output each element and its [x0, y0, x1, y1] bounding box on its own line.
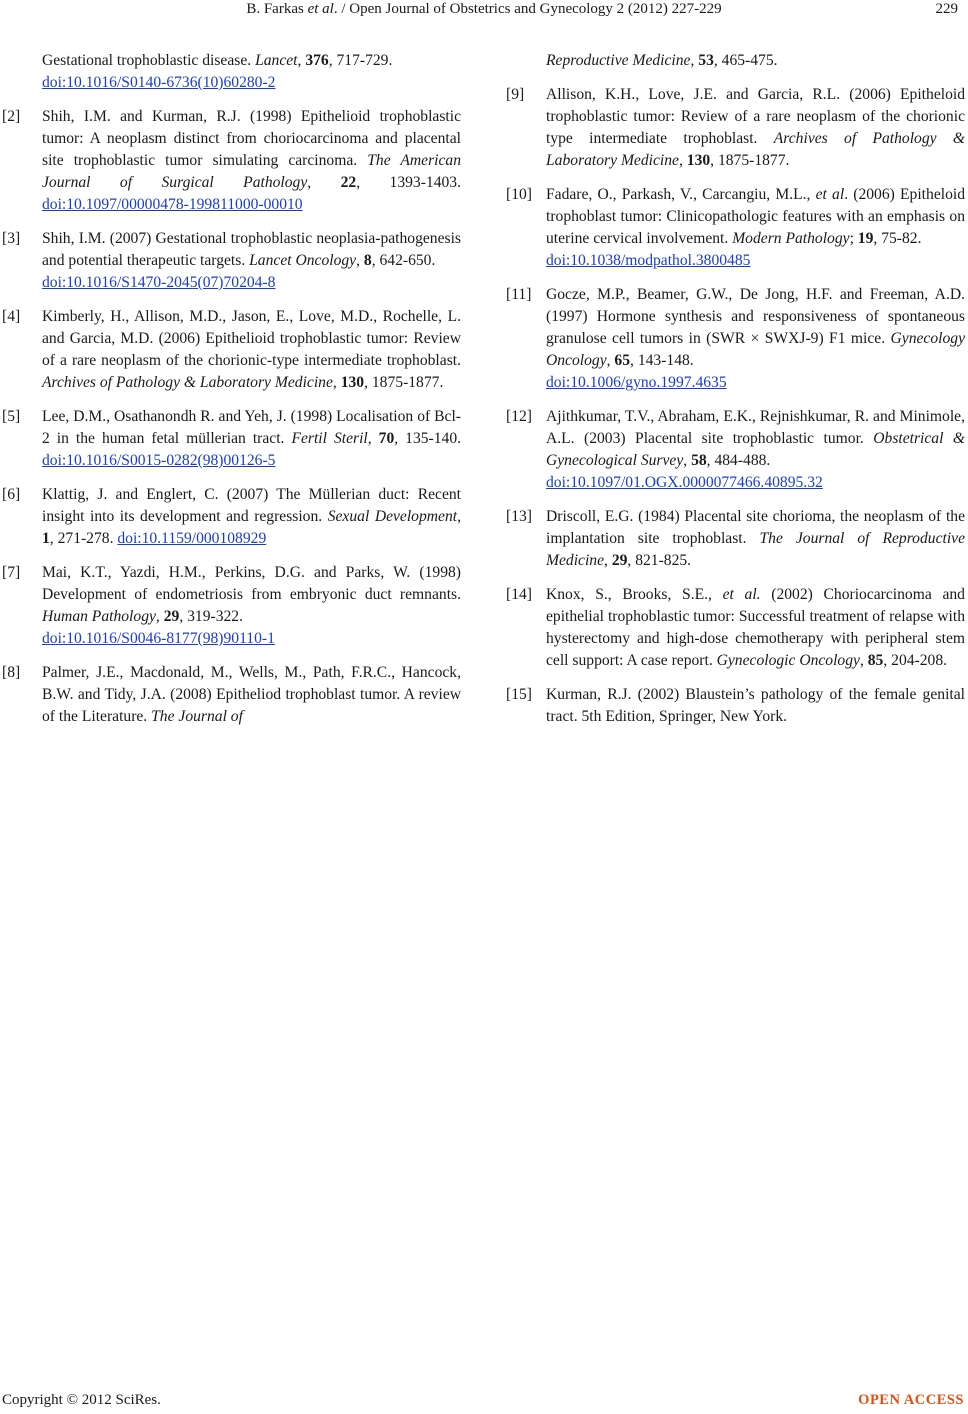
reference-journal: The American Journal of Surgical Pathology: [42, 152, 461, 191]
reference-fragment: ,: [297, 52, 306, 69]
reference-text: [42, 50, 461, 94]
reference-entry: [0, 306, 461, 394]
reference-fragment: , 484-488.: [706, 452, 771, 469]
reference-entry: [504, 584, 965, 672]
reference-fragment: Allison, K.H., Love, J.E. and Garcia, R.L. (2006) Epitheloid trophoblastic tumor: Review of a rare neoplasm of the chorionic type intermediate trophoblast.: [546, 86, 965, 147]
reference-volume: 130: [340, 374, 365, 391]
reference-number: [13]: [506, 508, 532, 525]
page-number: 229: [935, 1, 958, 17]
reference-fragment: Lee, D.M., Osathanondh R. and Yeh, J. (1998) Localisation of Bcl-2 in the human fetal müllerian tract.: [42, 408, 461, 447]
reference-volume: 1: [42, 530, 50, 547]
reference-journal: et al.: [722, 586, 761, 603]
reference-number: [6]: [2, 486, 21, 503]
reference-fragment: ;: [849, 230, 858, 247]
reference-journal: et al: [815, 186, 845, 203]
reference-volume: 130: [686, 152, 711, 169]
reference-text: [546, 584, 965, 672]
reference-text: [546, 406, 965, 494]
reference-fragment: ,: [367, 430, 379, 447]
reference-fragment: Knox, S., Brooks, S.E.,: [546, 586, 723, 603]
reference-fragment: ,: [690, 52, 699, 69]
reference-entry: [0, 228, 461, 294]
references-right-column: [504, 50, 965, 740]
reference-journal: Human Pathology: [42, 608, 156, 625]
reference-journal: The Journal of: [151, 708, 243, 725]
reference-journal: Gynecology Oncology: [546, 330, 965, 369]
reference-fragment: , 465-475.: [713, 52, 778, 69]
reference-entry: [504, 84, 965, 172]
reference-text: [42, 228, 461, 294]
reference-fragment: Ajithkumar, T.V., Abraham, E.K., Rejnishkumar, R. and Minimole, A.L. (2003) Placental site trophoblastic tumor.: [546, 408, 965, 447]
reference-fragment: , 1393-1403.: [356, 174, 461, 191]
reference-number: [7]: [2, 564, 21, 581]
reference-volume: 8: [363, 252, 372, 269]
reference-text: [42, 106, 461, 216]
doi-link[interactable]: doi:10.1006/gyno.1997.4635: [546, 374, 727, 391]
reference-fragment: Kurman, R.J. (2002) Blaustein’s pathology of the female genital tract. 5th Edition, Springer, New York.: [546, 686, 965, 725]
reference-volume: 376: [305, 52, 329, 69]
reference-fragment: , 642-650.: [371, 252, 436, 269]
reference-number: [5]: [2, 408, 21, 425]
reference-number: [8]: [2, 664, 21, 681]
reference-text: [546, 506, 965, 572]
running-header: [0, 0, 968, 26]
reference-text: [42, 306, 461, 394]
reference-fragment: ,: [356, 252, 364, 269]
header-etal: et al: [307, 1, 334, 17]
reference-fragment: (2002) Choriocarcinoma and epithelial trophoblastic tumor: Successful treatment of relapse with hysterectomy and high-dose chemotherapy with peripheral stem cell support: A case report.: [546, 586, 965, 669]
reference-text: [42, 662, 461, 728]
reference-volume: 53: [698, 52, 714, 69]
reference-entry: [504, 506, 965, 572]
reference-fragment: Gestational trophoblastic disease.: [42, 52, 256, 69]
reference-volume: 70: [378, 430, 395, 447]
reference-journal: Sexual Development: [327, 508, 458, 525]
reference-entry: [0, 562, 461, 650]
reference-entry: [0, 106, 461, 216]
reference-volume: 19: [857, 230, 874, 247]
copyright-notice: Copyright © 2012 SciRes.: [2, 1392, 161, 1408]
reference-journal: Lancet: [255, 52, 298, 69]
doi-link[interactable]: doi:10.1016/S1470-2045(07)70204-8: [42, 274, 276, 291]
reference-fragment: , 75-82.: [873, 230, 922, 247]
reference-entry: [504, 184, 965, 272]
doi-link[interactable]: doi:10.1038/modpathol.3800485: [546, 252, 751, 269]
reference-number: [3]: [2, 230, 21, 247]
reference-journal: Archives of Pathology & Laboratory Medicine: [546, 130, 965, 169]
reference-fragment: . (2006) Epitheloid trophoblast tumor: Clinicopathologic features with an emphasis on uterine cervical involvement.: [546, 186, 965, 247]
reference-fragment: Mai, K.T., Yazdi, H.M., Perkins, D.G. and Parks, W. (1998) Development of endometriosis from embryonic duct remnants.: [42, 564, 461, 603]
open-access-label: OPEN ACCESS: [858, 1392, 964, 1408]
reference-text: [546, 84, 965, 172]
reference-fragment: Klattig, J. and Englert, C. (2007) The Müllerian duct: Recent insight into its development and regression.: [42, 486, 461, 525]
reference-number: [2]: [2, 108, 21, 125]
reference-text: [42, 484, 461, 550]
reference-number: [9]: [506, 86, 525, 103]
reference-journal: Reproductive Medicine: [546, 52, 691, 69]
doi-link[interactable]: doi:10.1097/01.OGX.0000077466.40895.32: [546, 474, 823, 491]
reference-fragment: , 717-729.: [328, 52, 393, 69]
reference-fragment: , 821-825.: [627, 552, 692, 569]
reference-entry: [0, 484, 461, 550]
reference-fragment: Shih, I.M. and Kurman, R.J. (1998) Epithelioid trophoblastic tumor: A neoplasm distinct from choriocarcinoma and placental site trophoblastic tumor simulating carcinoma.: [42, 108, 461, 169]
reference-text: [42, 406, 461, 472]
references-left-column: [0, 50, 461, 740]
reference-journal: Archives of Pathology & Laboratory Medicine: [42, 374, 333, 391]
reference-volume: 29: [163, 608, 180, 625]
reference-fragment: ,: [155, 608, 164, 625]
reference-journal: The Journal of Reproductive Medicine: [546, 530, 966, 569]
doi-link[interactable]: doi:10.1159/000108929: [117, 530, 267, 547]
reference-number: [4]: [2, 308, 21, 325]
reference-journal: Modern Pathology: [732, 230, 850, 247]
reference-fragment: Gocze, M.P., Beamer, G.W., De Jong, H.F. and Freeman, A.D. (1997) Hormone synthesis and responsiveness of spontaneous granulose cell tumors in (SWR × SWXJ-9) F1 mice.: [546, 286, 965, 347]
reference-journal: Lancet Oncology: [249, 252, 357, 269]
reference-fragment: , 1875-1877.: [710, 152, 790, 169]
reference-number: [12]: [506, 408, 532, 425]
reference-volume: 85: [867, 652, 884, 669]
reference-number: [10]: [506, 186, 532, 203]
header-journal: . / Open Journal of Obstetrics and Gynecology 2 (2012) 227-229: [333, 1, 722, 17]
reference-fragment: ,: [683, 452, 692, 469]
reference-fragment: , 1875-1877.: [364, 374, 444, 391]
reference-volume: 65: [614, 352, 631, 369]
reference-fragment: Shih, I.M. (2007) Gestational trophoblastic neoplasia-pathogenesis and potential therapeutic targets.: [42, 230, 461, 269]
reference-fragment: , 204-208.: [883, 652, 948, 669]
reference-fragment: ,: [307, 174, 341, 191]
doi-link[interactable]: doi:10.1016/S0140-6736(10)60280-2: [42, 74, 276, 91]
doi-link[interactable]: doi:10.1016/S0015-0282(98)00126-5: [42, 452, 276, 469]
reference-fragment: , 143-148.: [630, 352, 694, 369]
reference-entry: [0, 662, 461, 728]
reference-fragment: Kimberly, H., Allison, M.D., Jason, E., Love, M.D., Rochelle, L. and Garcia, M.D. (2006) Epithelioid trophoblastic tumor: Review of a rare neoplasm of the chorionic-type intermediate trophoblast.: [42, 308, 461, 369]
reference-entry: [504, 684, 965, 728]
reference-journal: Fertil Steril: [291, 430, 368, 447]
reference-journal: Gynecologic Oncology: [716, 652, 860, 669]
reference-entry: [504, 284, 965, 394]
reference-fragment: ,: [859, 652, 868, 669]
reference-text: [42, 562, 461, 650]
header-authors: B. Farkas: [246, 1, 304, 17]
reference-fragment: ,: [604, 552, 612, 569]
reference-entry: [504, 50, 965, 72]
reference-text: [546, 50, 965, 72]
reference-volume: 58: [691, 452, 707, 469]
reference-entry: [504, 406, 965, 494]
reference-fragment: Fadare, O., Parkash, V., Carcangiu, M.L.,: [546, 186, 816, 203]
reference-fragment: ,: [332, 374, 341, 391]
running-title: [0, 1, 968, 18]
reference-fragment: ,: [678, 152, 687, 169]
doi-link[interactable]: doi:10.1097/00000478-199811000-00010: [42, 196, 303, 213]
reference-text: [546, 284, 965, 394]
reference-entry: [0, 406, 461, 472]
doi-link[interactable]: doi:10.1016/S0046-8177(98)90110-1: [42, 630, 275, 647]
reference-volume: 29: [611, 552, 628, 569]
reference-fragment: , 319-322.: [179, 608, 243, 625]
reference-fragment: ,: [606, 352, 615, 369]
reference-text: [546, 184, 965, 272]
reference-fragment: Driscoll, E.G. (1984) Placental site chorioma, the neoplasm of the implantation site trophoblast.: [546, 508, 965, 547]
reference-entry: [0, 50, 461, 94]
reference-volume: 22: [340, 174, 357, 191]
reference-journal: Obstetrical & Gynecological Survey: [546, 430, 965, 469]
reference-fragment: Palmer, J.E., Macdonald, M., Wells, M., Path, F.R.C., Hancock, B.W. and Tidy, J.A. (2008) Epitheliod trophoblast tumor. A review of the Literature.: [42, 664, 461, 725]
reference-number: [11]: [506, 286, 532, 303]
reference-fragment: , 271-278.: [49, 530, 118, 547]
reference-text: [546, 684, 965, 728]
reference-number: [14]: [506, 586, 532, 603]
reference-fragment: , 135-140.: [394, 430, 462, 447]
reference-number: [15]: [506, 686, 532, 703]
reference-fragment: ,: [457, 508, 461, 525]
